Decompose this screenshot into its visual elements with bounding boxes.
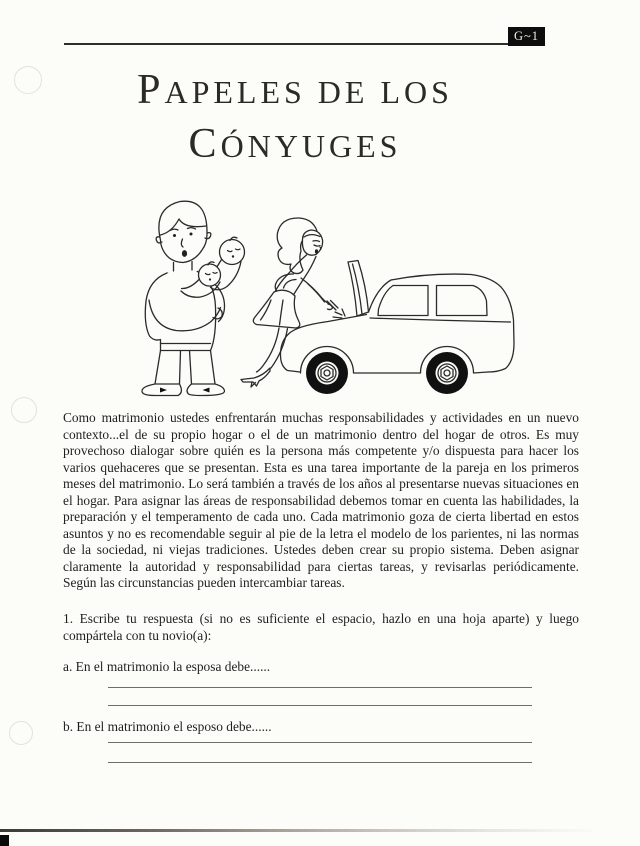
- page-title: [60, 64, 530, 172]
- section-badge: G~1: [508, 27, 545, 46]
- man-legs: [155, 351, 215, 385]
- answer-line-a2: [108, 705, 532, 706]
- answer-line-b1: [108, 742, 532, 743]
- answer-line-b2: [108, 762, 532, 763]
- item-a-prompt: a. En el matrimonio la esposa debe......: [63, 659, 271, 674]
- man-with-babies-figure: [142, 201, 245, 395]
- front-wheel: [306, 352, 348, 394]
- answer-line-a1: [108, 687, 532, 688]
- binder-hole-mark-bottom: [9, 721, 33, 745]
- engine-detail: [333, 309, 345, 318]
- scan-corner-mark: [0, 835, 9, 846]
- header-rule: [64, 43, 510, 45]
- binder-hole-mark-middle: [11, 397, 37, 423]
- intro-paragraph: Como matrimonio ustedes enfrentarán muchas responsabilidades y actividades en un nuevo contexto...el de su propio hogar o el de un matrimonio dentro del hogar de otros. Es muy provechoso dialogar sobre quién es la persona más competente y/o dispuesta para hacer los varios quehaceres que se presentan. Esta es una tarea importante de la pareja en los primeros meses del matrimonio. Lo será también a través de los años al presentarse nuevas situaciones en el hogar. Para asignar las áreas de responsabilidad debemos tomar en cuenta las habilidades, la preparación y el temperamento de cada uno. Cada matrimonio goza de cierta libertad en estos asuntos y no es recomendable seguir al pie de la letra el modelo de los parientes, ni las normas de la sociedad, ni viejas tradiciones. Ustedes deben crear su propio sistema. Deben asignar claramente la autoridad y responsabilidad para ciertas tareas, y revisarlas periódicamente. Según las circunstancias pueden intercambiar tareas.: [63, 410, 579, 590]
- binder-hole-mark-top: [14, 66, 42, 94]
- car-front-window: [378, 286, 428, 316]
- title-line-2: CÓNYUGES: [188, 121, 402, 167]
- title-line-1: PAPELES DE LOS: [137, 67, 453, 113]
- woman-reaching-arm: [301, 278, 330, 305]
- car-rear-window: [437, 286, 488, 316]
- scan-edge-streak: [0, 829, 624, 832]
- woman-head: [302, 230, 322, 255]
- question-1-instruction: 1. Escribe tu respuesta (si no es suficiente el espacio, hazlo en una hoja aparte) y luego compártela con tu novio(a):: [63, 611, 579, 643]
- item-b-prompt: b. En el matrimonio el esposo debe......: [63, 719, 272, 734]
- spouses-roles-illustration: [130, 188, 530, 403]
- rear-wheel: [426, 352, 468, 394]
- car-figure: [280, 261, 514, 395]
- woman-skirt: [253, 290, 299, 328]
